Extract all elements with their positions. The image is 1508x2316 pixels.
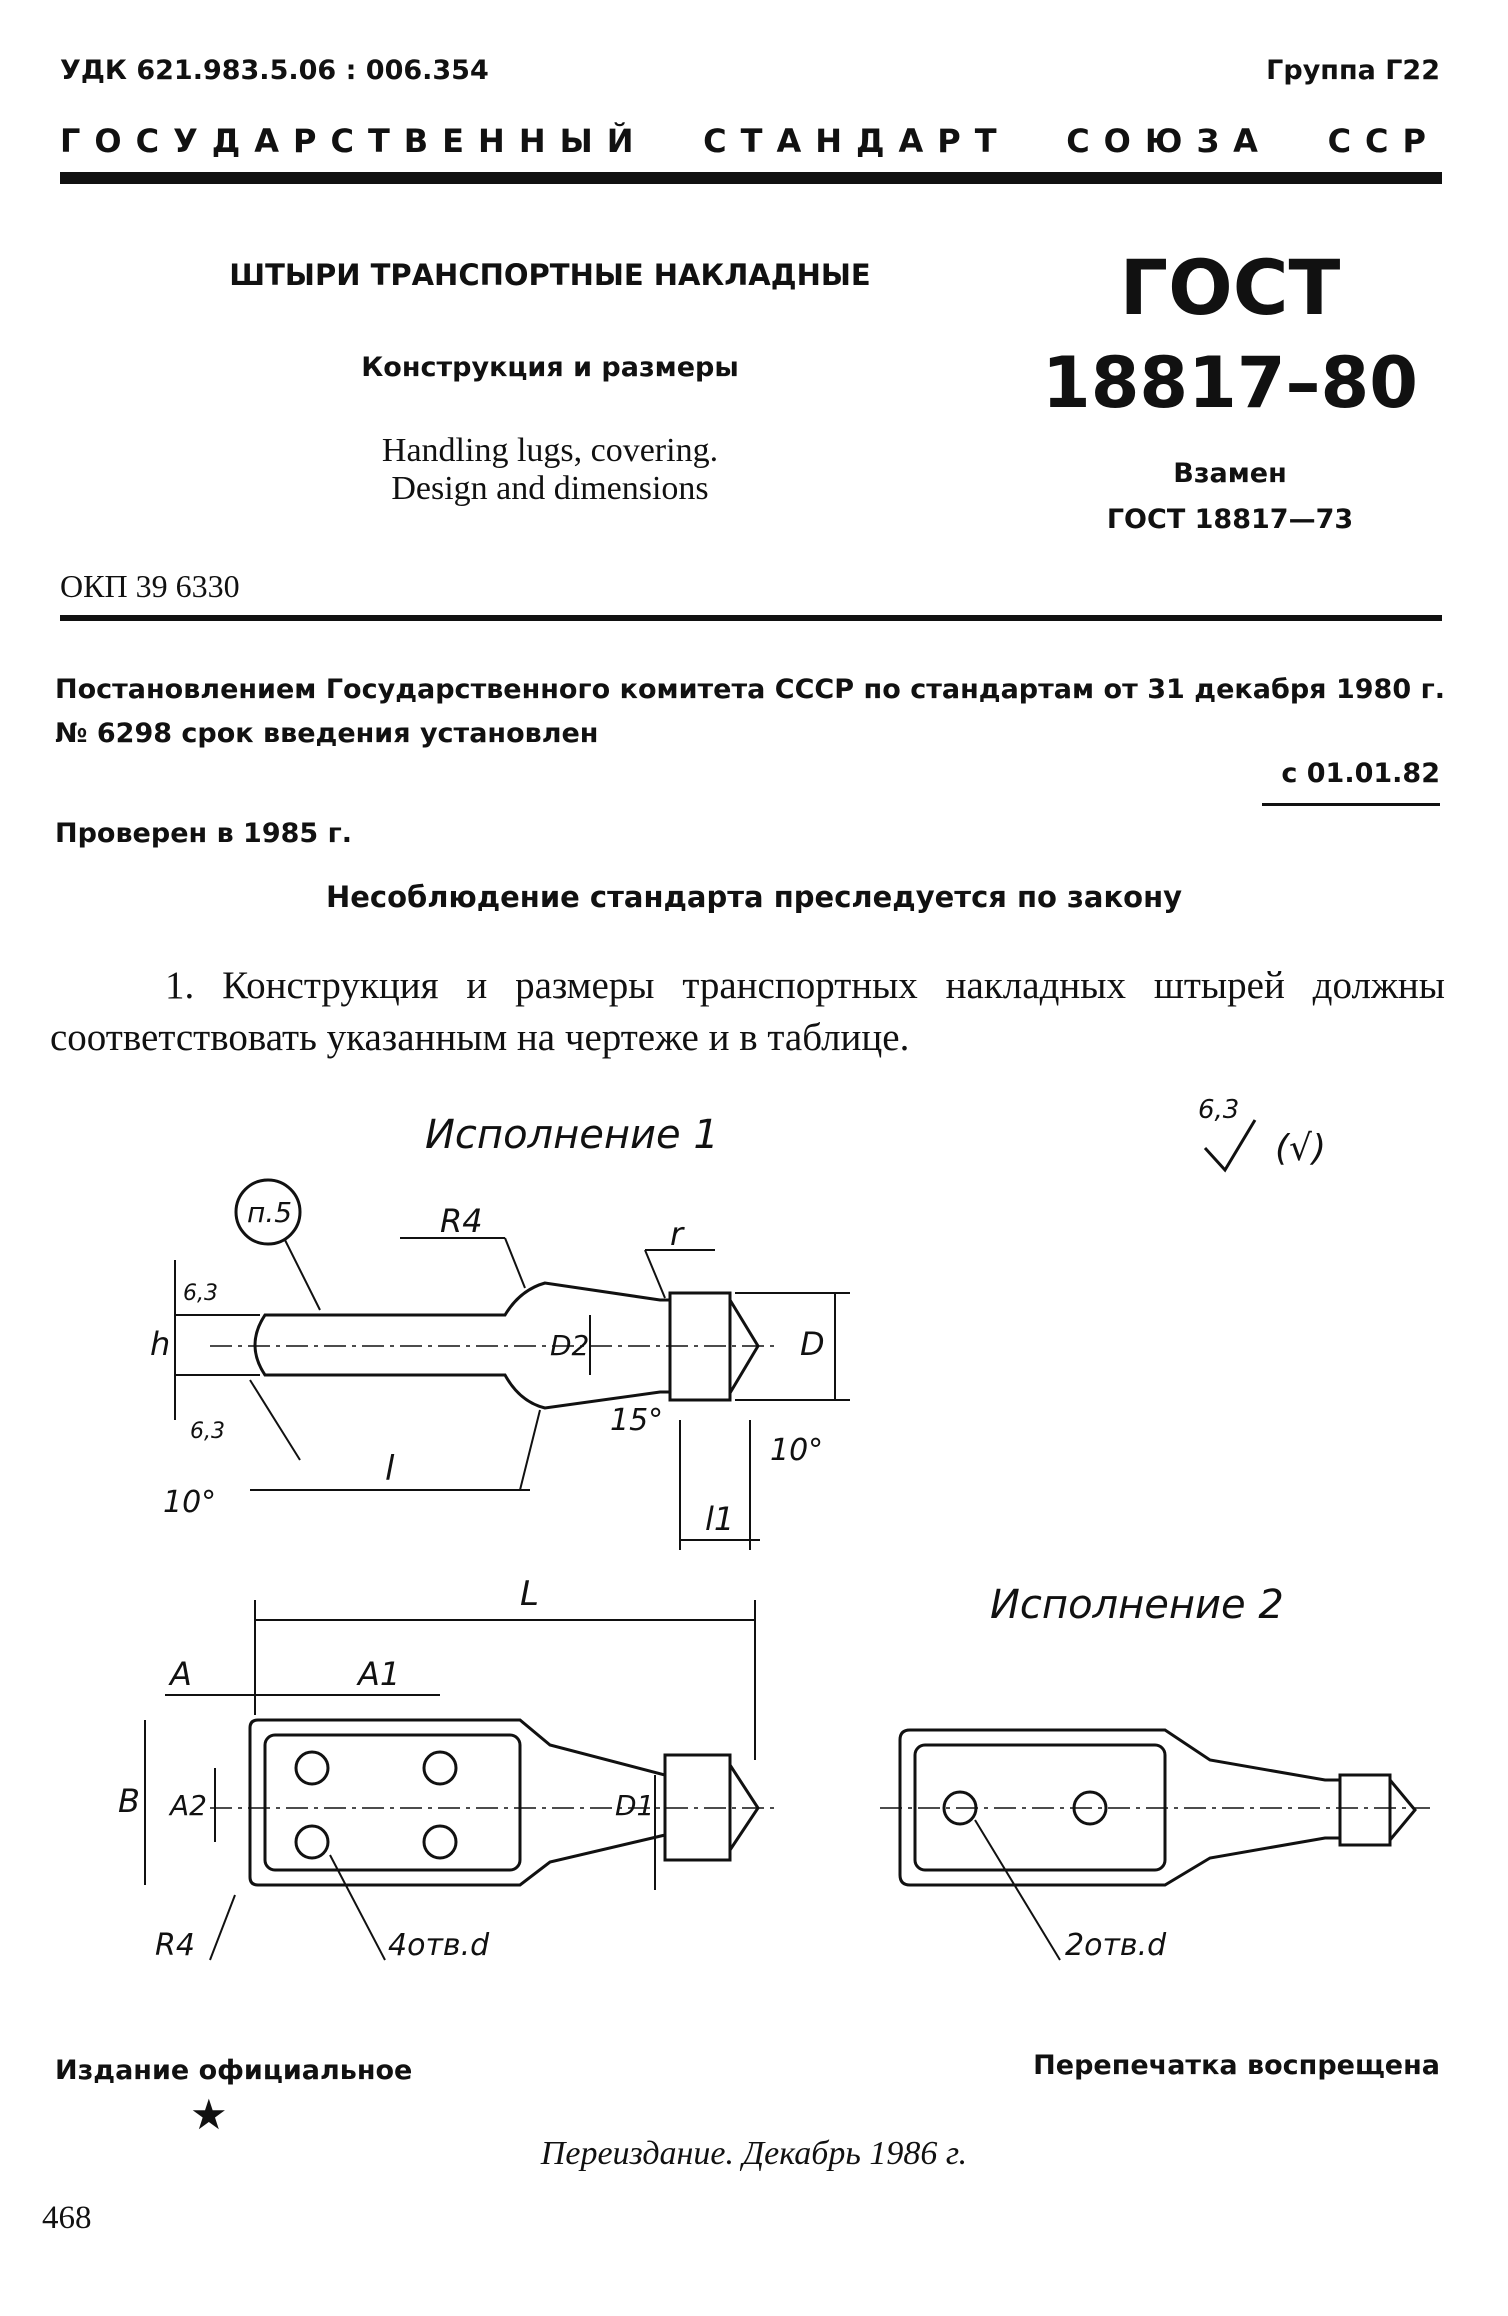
- label-roughness-bottom: 6,3: [190, 1419, 225, 1444]
- label-D1: D1: [615, 1789, 655, 1822]
- label-L: L: [520, 1574, 539, 1614]
- banner-word: ГОСУДАРСТВЕННЫЙ: [60, 122, 648, 160]
- banner-word: СТАНДАРТ: [703, 122, 1011, 160]
- label-A1: A1: [358, 1655, 401, 1693]
- variant2-label: Исполнение 2: [990, 1582, 1284, 1628]
- okp-code: ОКП 39 6330: [60, 568, 240, 604]
- law-notice: Несоблюдение стандарта преследуется по закону: [325, 880, 1183, 914]
- note-leader: [285, 1240, 320, 1310]
- dim-R4b-leader: [210, 1895, 235, 1960]
- label-holes-2: 2отв.d: [1065, 1928, 1167, 1963]
- banner-word: ССР: [1327, 122, 1440, 160]
- roughness-general: (√): [1275, 1128, 1327, 1169]
- label-l1: l1: [705, 1500, 735, 1538]
- doc-subtitle: Конструкция и размеры: [361, 352, 739, 383]
- label-angle-15: 15°: [610, 1403, 664, 1438]
- label-B: B: [118, 1782, 140, 1820]
- hole: [424, 1752, 456, 1784]
- gost-number: 18817–80: [1042, 342, 1418, 424]
- page-number: 468: [42, 2200, 92, 2236]
- label-l: l: [385, 1449, 395, 1489]
- english-title-line: Design and dimensions: [391, 470, 709, 507]
- label-holes-4: 4отв.d: [388, 1928, 490, 1963]
- english-title-line: Handling lugs, covering.: [381, 432, 719, 469]
- reprint-prohibited: Перепечатка воспрещена: [1033, 2050, 1440, 2081]
- reissue-note: Переиздание. Декабрь 1986 г.: [540, 2135, 968, 2172]
- effective-date: с 01.01.82: [1281, 758, 1440, 789]
- label-roughness-top: 6,3: [183, 1281, 218, 1306]
- roughness-icon: [1205, 1120, 1255, 1170]
- label-A: A: [170, 1655, 192, 1693]
- replaces-label: Взамен: [1173, 458, 1287, 489]
- label-h: h: [150, 1325, 171, 1363]
- label-A2: A2: [170, 1789, 207, 1822]
- variant1-label: Исполнение 1: [425, 1112, 719, 1158]
- label-D: D: [800, 1325, 825, 1363]
- dim-r-leader: [645, 1250, 665, 1298]
- label-R4: R4: [440, 1202, 483, 1240]
- hole: [296, 1752, 328, 1784]
- banner-word: СОЮЗА: [1066, 122, 1272, 160]
- doc-title: ШТЫРИ ТРАНСПОРТНЫЕ НАКЛАДНЫЕ: [229, 258, 871, 292]
- label-angle-10-right: 10°: [770, 1433, 824, 1468]
- label-D2: D2: [550, 1329, 590, 1362]
- udk-code: УДК 621.983.5.06 : 006.354: [60, 55, 489, 86]
- plate-outline: [250, 1720, 665, 1885]
- dim-R4-leader: [505, 1238, 525, 1288]
- star-icon: ★: [190, 2090, 228, 2139]
- official-edition: Издание официальное: [55, 2055, 413, 2086]
- variant2-head: [1340, 1775, 1390, 1845]
- holes-leader: [975, 1820, 1060, 1960]
- hole: [296, 1826, 328, 1858]
- checked-year: Проверен в 1985 г.: [55, 818, 352, 849]
- label-angle-10-left: 10°: [163, 1485, 217, 1520]
- paragraph-1: 1. Конструкция и размеры транспортных накладных штырей должны соответствовать указанным на чертеже и в таблице.: [50, 964, 1445, 1059]
- taper-line: [520, 1410, 540, 1490]
- label-r: r: [670, 1215, 684, 1253]
- variant2-tip: [1390, 1780, 1415, 1840]
- replaces-standard: ГОСТ 18817—73: [1106, 504, 1354, 535]
- note-ref: п.5: [247, 1196, 293, 1229]
- decree-text: Постановлением Государственного комитета СССР по стандартам от 31 декабря 1980 г. № 6298 срок введения установлен: [55, 674, 1445, 749]
- gost-label: ГОСТ: [1119, 243, 1341, 332]
- hole: [424, 1826, 456, 1858]
- label-R4-bottom: R4: [155, 1928, 195, 1963]
- roughness-value: 6,3: [1198, 1095, 1240, 1125]
- taper-line: [250, 1380, 300, 1460]
- group-code: Группа Г22: [1266, 55, 1440, 86]
